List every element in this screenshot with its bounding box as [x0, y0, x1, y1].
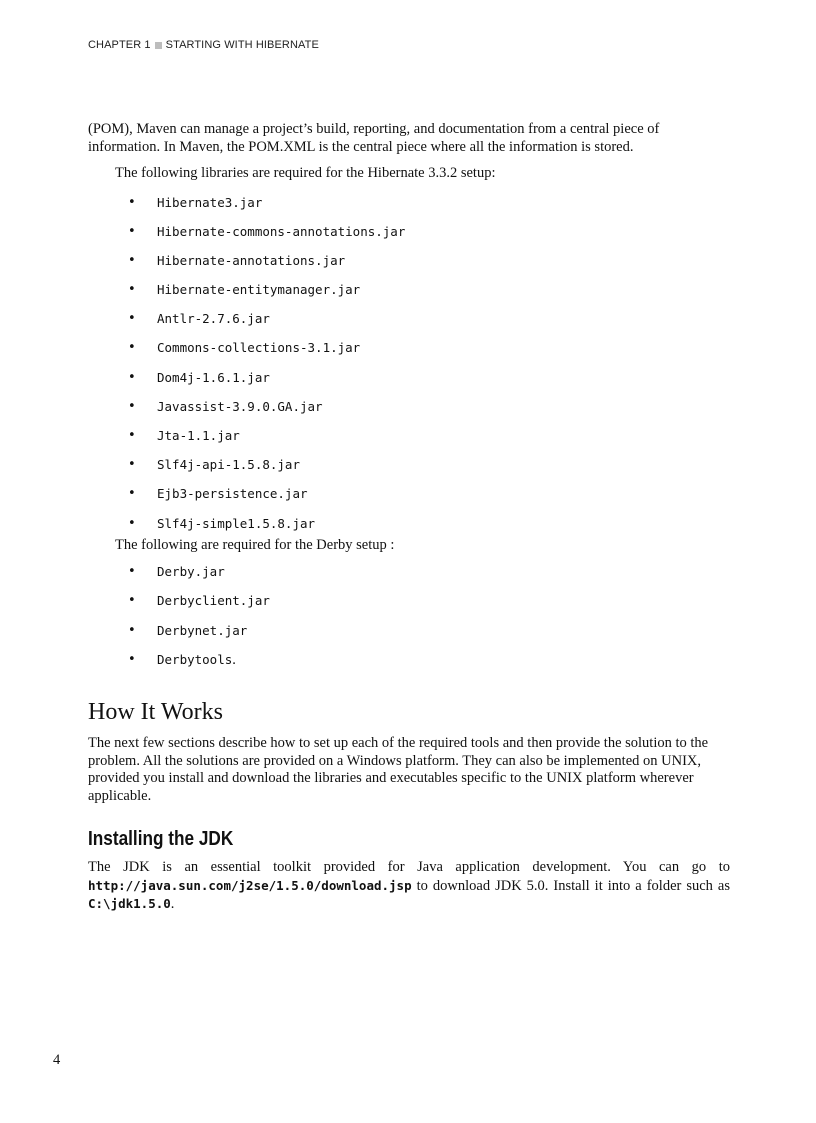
list-item-text: Hibernate-entitymanager.jar	[157, 282, 361, 298]
list-item-period: .	[232, 651, 236, 668]
list-item-text: Slf4j-simple1.5.8.jar	[157, 515, 316, 531]
running-head	[88, 39, 319, 51]
list-item	[128, 304, 730, 333]
list-item-text: Hibernate3.jar	[157, 194, 263, 210]
running-head-title: STARTING WITH HIBERNATE	[165, 39, 319, 51]
list-item	[128, 392, 730, 421]
section-heading-installing-jdk: Installing the JDK	[88, 828, 234, 850]
installing-jdk-paragraph	[88, 859, 730, 914]
list-item	[128, 333, 730, 362]
bullet-icon: •	[128, 369, 136, 385]
list-item-text: Dom4j-1.6.1.jar	[157, 369, 270, 385]
list-item	[128, 246, 730, 275]
bullet-icon: •	[128, 515, 136, 531]
derby-libs-list	[88, 557, 730, 674]
jdk-text-1: The JDK is an essential toolkit provided for Java application development. You can go to	[88, 859, 730, 875]
list-item	[128, 586, 730, 615]
list-item-text: Hibernate-commons-annotations.jar	[157, 223, 406, 239]
bullet-icon: •	[128, 457, 136, 473]
page-body	[88, 121, 730, 914]
bullet-icon: •	[128, 593, 136, 609]
list-item	[128, 363, 730, 392]
hibernate-libs-list	[88, 188, 730, 538]
bullet-icon: •	[128, 311, 136, 327]
list-item-text: Ejb3-persistence.jar	[157, 486, 308, 502]
list-item-text: Derbyclient.jar	[157, 593, 270, 609]
list-item-text: Hibernate-annotations.jar	[157, 252, 346, 268]
bullet-icon: •	[128, 398, 136, 414]
list-item	[128, 450, 730, 479]
section-heading-how-it-works: How It Works	[88, 699, 223, 725]
list-item-text: Antlr-2.7.6.jar	[157, 311, 270, 327]
bullet-icon: •	[128, 194, 136, 210]
bullet-icon: •	[128, 282, 136, 298]
bullet-icon: •	[128, 340, 136, 356]
derby-libs-intro: The following are required for the Derby setup :	[115, 536, 395, 553]
jdk-text-3: .	[170, 896, 175, 912]
bullet-icon: •	[128, 223, 136, 239]
list-item	[128, 479, 730, 508]
how-it-works-paragraph: The next few sections describe how to set up each of the required tools and then provide the solution to the problem. All the solutions are provided on a Windows platform. They can also be implemented on UNIX, provided you install and download the libraries and executables specific to the UNIX platform wherever applicable.	[88, 735, 709, 804]
list-item	[128, 217, 730, 246]
list-item-text: Derbynet.jar	[157, 622, 248, 638]
running-head-separator-icon	[155, 42, 162, 49]
list-item	[128, 645, 730, 674]
bullet-icon: •	[128, 564, 136, 580]
bullet-icon: •	[128, 252, 136, 268]
bullet-icon: •	[128, 622, 136, 638]
jdk-download-url: http://java.sun.com/j2se/1.5.0/download.jsp	[88, 877, 412, 893]
list-item	[128, 275, 730, 304]
list-item-text: Derby.jar	[157, 564, 225, 580]
bullet-icon: •	[128, 428, 136, 443]
list-item-text: Javassist-3.9.0.GA.jar	[157, 398, 323, 414]
intro-paragraph: (POM), Maven can manage a project’s build, reporting, and documentation from a central piece of information. In Maven, the POM.XML is the central piece where all the information is stored.	[88, 121, 660, 155]
list-item-text: Jta-1.1.jar	[157, 428, 240, 443]
bullet-icon: •	[128, 651, 136, 667]
running-head-chapter: CHAPTER 1	[88, 39, 151, 51]
list-item	[128, 557, 730, 586]
list-item-text: Derbytools	[157, 651, 233, 667]
list-item-text: Commons-collections-3.1.jar	[157, 340, 361, 356]
bullet-icon: •	[128, 486, 136, 502]
list-item	[128, 421, 730, 450]
jdk-text-2: to download JDK 5.0. Install it into a folder such as	[411, 877, 730, 894]
page-number: 4	[53, 1052, 61, 1068]
list-item	[128, 188, 730, 217]
hibernate-libs-intro: The following libraries are required for the Hibernate 3.3.2 setup:	[115, 165, 496, 181]
list-item	[128, 616, 730, 645]
list-item	[128, 509, 730, 538]
list-item-text: Slf4j-api-1.5.8.jar	[157, 457, 300, 473]
jdk-install-folder: C:\jdk1.5.0	[88, 896, 171, 911]
